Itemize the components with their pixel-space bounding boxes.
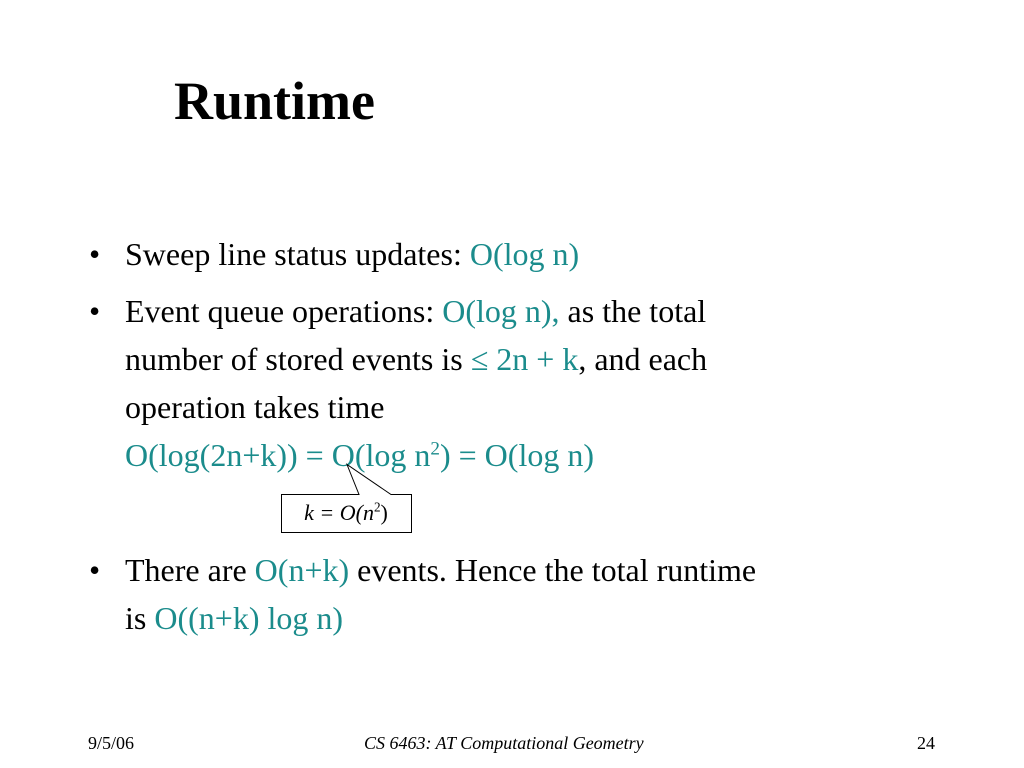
bullet-text: operation takes time (125, 389, 385, 425)
bullet-marker: • (89, 293, 101, 329)
slide-title: Runtime (174, 71, 375, 131)
formula-part: O(log(2n+k)) = O(log n (125, 437, 431, 473)
callout-formula-part: k = O(n (304, 500, 374, 525)
bullet-body (125, 287, 707, 479)
callout-exponent: 2 (373, 499, 381, 515)
footer-date: 9/5/06 (88, 733, 135, 753)
bullet-marker: • (89, 236, 101, 272)
bullet-body (125, 230, 579, 278)
bullet-text: Sweep line status updates: (125, 236, 470, 272)
callout-formula-part: ) (380, 500, 388, 525)
bound-formula: ≤ 2n + k (470, 341, 579, 377)
derivation-formula (125, 431, 707, 479)
bullet-text: There are (125, 552, 255, 588)
formula-part: ) = O(log n) (439, 437, 594, 473)
bullet-text: number of stored events is (125, 341, 471, 377)
bullet-text: Event queue operations: (125, 293, 443, 329)
complexity-formula: O(n+k) (254, 552, 350, 588)
bullet-body (125, 546, 756, 642)
callout-box (281, 494, 411, 532)
complexity-formula: O(log n) (469, 236, 580, 272)
footer-page-number: 24 (917, 733, 935, 753)
complexity-formula: O(log n), (442, 293, 560, 329)
bullet-text: , and each (578, 341, 708, 377)
footer-course: CS 6463: AT Computational Geometry (364, 733, 644, 753)
formula-exponent: 2 (430, 438, 440, 460)
bullet-text: events. Hence the total runtime (349, 552, 757, 588)
complexity-formula: O((n+k) log n) (154, 600, 344, 636)
bullet-text: as the total (559, 293, 707, 329)
bullet-marker: • (89, 552, 101, 588)
callout-text (281, 498, 411, 528)
bullet-text: is (125, 600, 155, 636)
